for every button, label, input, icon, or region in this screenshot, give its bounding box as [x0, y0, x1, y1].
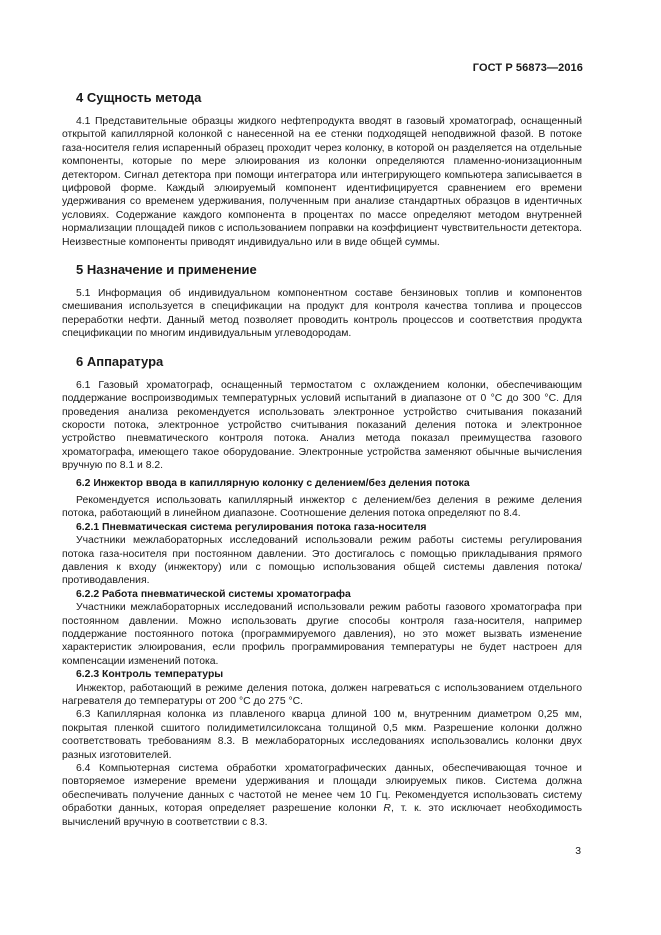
section-4-heading: 4 Сущность метода [76, 90, 202, 105]
section-6-heading: 6 Аппаратура [76, 353, 164, 369]
paragraph-6-4-part-b: , т. к. это исключает необходимость вычислений вручную в соответствии с 8.3. [62, 803, 582, 828]
document-body [62, 90, 582, 829]
paragraph-4-1: 4.1 Представительные образцы жидкого нефтепродукта вводят в газовый хроматограф, оснащенный открытой капиллярной колонкой с нанесенной на ее стенки подходящей неподвижной фазой. В потоке газа-носителя гелия испаренный образец проходит через колонку, в которой он разделяется на отдельные компоненты, которые по мере элюирования из колонки определяются пламенно-ионизационным детектором. Сигнал детектора при помощи интегратора или интегрирующего компьютера записывается в цифровой форме. Каждый элюируемый компонент идентифицируется сравнением его времени удерживания со временем удерживания, полученным при анализе стандартных образцов в идентичных условиях. Содержание каждого компонента в процентах по массе определяют методом внутренней нормализации площадей пиков с использованием поправки на коэффициент чувствительности детектора. Неизвестные компоненты приводят индивидуально или в виде общей суммы. [62, 116, 582, 248]
subsection-6-2-3-heading: 6.2.3 Контроль температуры [76, 669, 224, 681]
document-standard-id: ГОСТ Р 56873—2016 [472, 62, 583, 74]
paragraph-6-2: Рекомендуется использовать капиллярный инжектор с делением/без деления в режиме деления потока, работающий в линейном диапазоне. Соотношение деления потока определяют по 8.4. [62, 494, 582, 520]
paragraph-6-2-3: Инжектор, работающий в режиме деления потока, должен нагреваться с использованием отдельного нагревателя до температуры от 200 °С до 275 °С. [62, 682, 582, 708]
paragraph-6-1: 6.1 Газовый хроматограф, оснащенный термостатом с охлаждением колонки, обеспечивающим поддержание воспроизводимых температурных условий испытаний в диапазоне от 0 °С до 300 °С. Для проведения анализа рекомендуется использовать электронное устройство считывания показаний скорости потока, электронное устройство считывания показаний деления потока и электронное устройство пневматического контроля потока. Анализ метода показал преимущества газового хроматографа, имеющего такое оборудование. Электронные устройства заменяют обычные вычисления вручную по 8.1 и 8.2. [62, 379, 582, 472]
subsection-6-2-heading: 6.2 Инжектор ввода в капиллярную колонку с делением/без деления потока [76, 477, 470, 489]
paragraph-6-2-2: Участники межлабораторных исследований использовали режим работы газового хроматографа при постоянном давлении. Можно использовать другие способы контроля газа-носителя, например поддержание постоянного потока (программируемого давления), но это может вызвать изменение характеристик элюирования, если профиль программирования температуры не будет настроен для компенсации изменений потока. [62, 602, 582, 667]
paragraph-6-2-1: Участники межлабораторных исследований использовали режим работы системы регулирования потока газа-носителя при постоянном давлении. Это достигалось с помощью прикладывания прямого давления к входу (инжектору) или с помощью использования общей системы давления потока/противодавления. [62, 535, 582, 587]
paragraph-6-3: 6.3 Капиллярная колонка из плавленого кварца длиной 100 м, внутренним диаметром 0,25 мм, покрытая пленкой сшитого полидиметилсилоксана толщиной 0,5 мкм. Разрешение колонки должно соответствовать требованиям 8.3. В межлабораторных исследованиях использовались колонки двух разных изготовителей. [62, 709, 582, 761]
resolution-symbol: R [383, 803, 391, 815]
paragraph-5-1: 5.1 Информация об индивидуальном компонентном составе бензиновых топлив и компонентов смешивания используется в спецификации на продукт для контроля качества топлива и процессов переработки нефти. Данный метод позволяет проводить контроль процессов и соответствия продукта спецификации по многим индивидуальным углеводородам. [62, 288, 582, 340]
section-5-heading: 5 Назначение и применение [76, 262, 257, 278]
page-number: 3 [575, 846, 581, 857]
subsection-6-2-1-heading: 6.2.1 Пневматическая система регулирования потока газа-носителя [76, 521, 427, 533]
paragraph-6-4-part-a: 6.4 Компьютерная система обработки хроматографических данных, обеспечивающая точное и повторяемое измерение времени удерживания и площади элюируемых пиков. Система должна обеспечивать получение данных с частотой не менее чем 10 Гц. Рекомендуется использовать систему обработки данных, которая определяет разрешение колонки [62, 763, 582, 815]
subsection-6-2-2-heading: 6.2.2 Работа пневматической системы хроматографа [76, 588, 351, 600]
paragraph-6-4 [62, 762, 582, 829]
